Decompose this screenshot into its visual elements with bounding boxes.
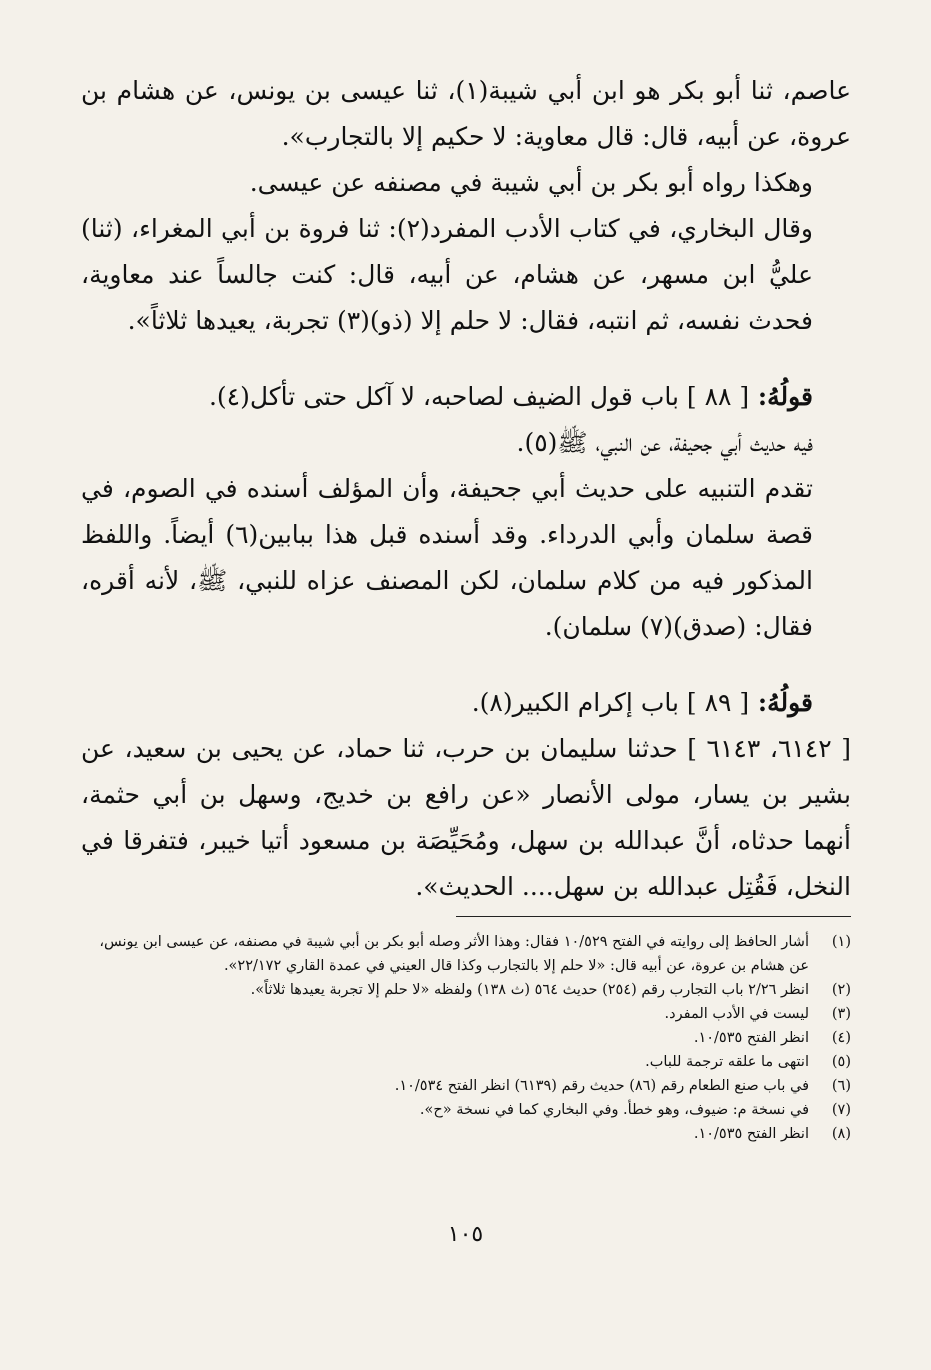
footnote-number: (٥) (831, 1054, 851, 1070)
footnote (76, 1002, 851, 1026)
footnote-number: (١) (831, 934, 851, 950)
footnote-text: انظر ٢/٢٦ باب التجارب رقم (٢٥٤) حديث ٥٦٤ (ث ١٣٨) ولفظه «لا حلم إلا تجربة يعيدها ثلاثاً». (250, 982, 809, 998)
heading-89-label: قولُهُ: (757, 688, 813, 717)
footnote-text: في باب صنع الطعام رقم (٨٦) حديث رقم (٦١٣٩) انظر الفتح ١٠/٥٣٤. (394, 1078, 809, 1094)
footnote-number: (٤) (831, 1030, 851, 1046)
paragraph-6: [ ٦١٤٢، ٦١٤٣ ] حدثنا سليمان بن حرب، ثنا حماد، عن يحيى بن سعيد، عن بشير بن يسار، مولى الأنصار «عن رافع بن خديج، وسهل بن أبي حثمة، أنهما حدثاه، أنَّ عبدالله بن سهل، ومُحَيِّصَة بن مسعود أتيا خيبر، فتفرقا في النخل، فَقُتِل عبدالله بن سهل.... الحديث». (81, 734, 852, 901)
paragraph-3: وقال البخاري، في كتاب الأدب المفرد(٢): ثنا فروة بن أبي المغراء، (ثنا) عليُّ ابن مسهر، عن هشام، عن أبيه، قال: كنت جالساً عند معاوية، فحدث نفسه، ثم انتبه، فقال: لا حلم إلا (ذو)(٣) تجربة، يعيدها ثلاثاً». (81, 214, 813, 335)
footnote-divider (456, 916, 851, 917)
footnote (76, 1074, 851, 1098)
heading-88-title: [ ٨٨ ] باب قول الضيف لصاحبه، لا آكل حتى تأكل(٤). (208, 382, 750, 411)
paragraph-1: عاصم، ثنا أبو بكر هو ابن أبي شيبة(١)، ثنا عيسى بن يونس، عن هشام بن عروة، عن أبيه، قال: قال معاوية: لا حكيم إلا بالتجارب». (81, 76, 852, 151)
footnote-text: انظر الفتح ١٠/٥٣٥. (693, 1126, 809, 1142)
footnote-number: (٧) (831, 1102, 851, 1118)
footnote (76, 1050, 851, 1074)
footnote-text: في نسخة م: ضيوف، وهو خطأ. وفي البخاري كما في نسخة «ح». (419, 1102, 809, 1118)
footnotes (76, 930, 851, 1146)
footnote (76, 930, 851, 978)
footnote-number: (٨) (831, 1126, 851, 1142)
footnote-number: (٣) (831, 1006, 851, 1022)
heading-89-title: [ ٨٩ ] باب إكرام الكبير(٨). (471, 688, 750, 717)
heading-88-label: قولُهُ: (757, 382, 813, 411)
heading-88 (81, 374, 851, 420)
heading-89 (81, 680, 851, 726)
footnote-text: انتهى ما علقه ترجمة للباب. (645, 1054, 809, 1070)
footnote (76, 978, 851, 1002)
footnote-number: (٢) (831, 982, 851, 998)
paragraph-5: تقدم التنبيه على حديث أبي جحيفة، وأن المؤلف أسنده في الصوم، في قصة سلمان وأبي الدرداء. وقد أسنده قبل هذا ببابين(٦) أيضاً. واللفظ المذكور فيه من كلام سلمان، لكن المصنف عزاه للنبي، ﷺ، لأنه أقره، فقال: (صدق)(٧) سلمان). (81, 474, 813, 641)
footnote-text: انظر الفتح ١٠/٥٣٥. (693, 1030, 809, 1046)
footnote-text: أشار الحافظ إلى روايته في الفتح ١٠/٥٢٩ فقال: وهذا الأثر وصله أبو بكر بن أبي شيبة في مصنفه، عن عيسى ابن يونس، عن هشام بن عروة، عن أبيه قال: «لا حلم إلا بالتجارب وكذا قال العيني في عمدة القاري ٢٢/١٧٢». (99, 934, 809, 974)
footnote (76, 1026, 851, 1050)
page-number: ١٠٥ (447, 1222, 484, 1247)
main-text (81, 68, 851, 910)
footnote (76, 1098, 851, 1122)
paragraph-4: فيه حديث أبي جحيفة، عن النبي، ﷺ(٥). (516, 428, 813, 457)
footnote-text: ليست في الأدب المفرد. (664, 1006, 809, 1022)
footnote-number: (٦) (831, 1078, 851, 1094)
footnote (76, 1122, 851, 1146)
paragraph-2: وهكذا رواه أبو بكر بن أبي شيبة في مصنفه عن عيسى. (249, 168, 813, 197)
